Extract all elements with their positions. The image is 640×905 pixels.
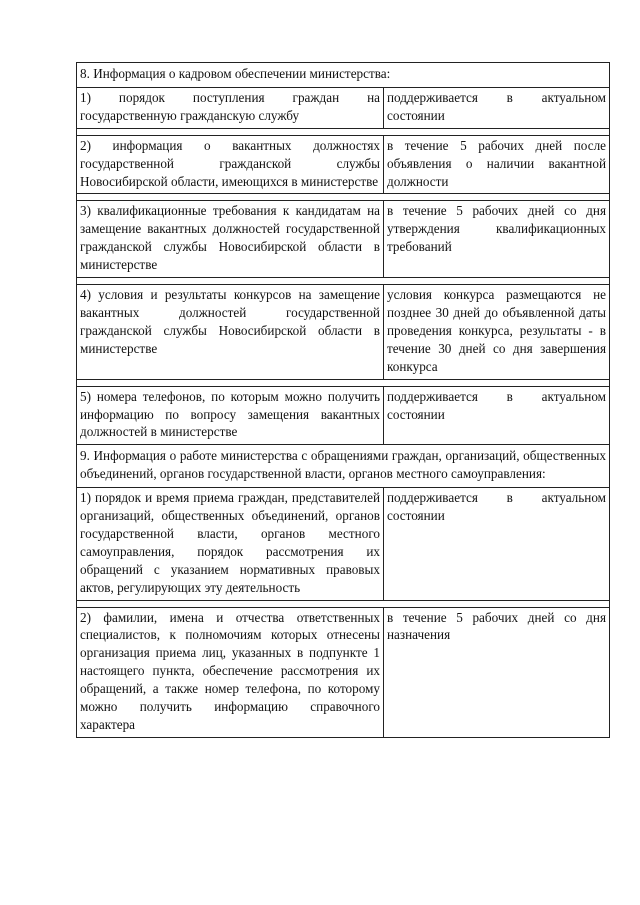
deadline-cell: в течение 5 рабочих дней со дня утверждения квалификационных требований (384, 201, 610, 278)
row-spacer (77, 278, 610, 285)
deadline-cell: поддерживается в актуальном состоянии (384, 386, 610, 445)
deadline-cell: в течение 5 рабочих дней после объявления о наличии вакантной должности (384, 135, 610, 194)
deadline-cell: условия конкурса размещаются не позднее 30 дней до объявленной даты проведения конкурса, результаты - в течение 30 дней со дня завершения конкурса (384, 285, 610, 380)
row-spacer (77, 600, 610, 607)
item-cell: 2) фамилии, имена и отчества ответственных специалистов, к полномочиям которых отнесены организация приема лиц, указанных в подпункте 1 настоящего пункта, обеспечение рассмотрения их обращений, а также номер телефона, по которому можно получить информацию справочного характера (77, 607, 384, 737)
item-cell: 4) условия и результаты конкурсов на замещение вакантных должностей государственной гражданской службы Новосибирской области в министерстве (77, 285, 384, 380)
item-cell: 3) квалификационные требования к кандидатам на замещение вакантных должностей государственной гражданской службы Новосибирской области в министерстве (77, 201, 384, 278)
section-8-heading: 8. Информация о кадровом обеспечении министерства: (77, 63, 610, 88)
table-row (77, 607, 610, 737)
deadline-cell: поддерживается в актуальном состоянии (384, 87, 610, 128)
table-row (77, 488, 610, 600)
table-row (77, 285, 610, 380)
deadline-cell: в течение 5 рабочих дней со дня назначения (384, 607, 610, 737)
table-row (77, 87, 610, 128)
item-cell: 5) номера телефонов, по которым можно получить информацию по вопросу замещения вакантных должностей в министерстве (77, 386, 384, 445)
item-cell: 1) порядок и время приема граждан, представителей организаций, общественных объединений, органов государственной власти, органов местного самоуправления, порядок рассмотрения их обращений с указанием нормативных правовых актов, регулирующих эту деятельность (77, 488, 384, 600)
item-cell: 1) порядок поступления граждан на государственную гражданскую службу (77, 87, 384, 128)
deadline-cell: поддерживается в актуальном состоянии (384, 488, 610, 600)
table-row (77, 201, 610, 278)
document-page (76, 62, 609, 738)
information-table (76, 62, 610, 738)
table-row (77, 386, 610, 445)
section-8-heading-row (77, 63, 610, 88)
row-spacer (77, 379, 610, 386)
section-9-heading-row (77, 445, 610, 488)
table-row (77, 135, 610, 194)
row-spacer (77, 194, 610, 201)
row-spacer (77, 128, 610, 135)
item-cell: 2) информация о вакантных должностях государственной гражданской службы Новосибирской области, имеющихся в министерстве (77, 135, 384, 194)
section-9-heading: 9. Информация о работе министерства с обращениями граждан, организаций, общественных объединений, органов государственной власти, органов местного самоуправления: (77, 445, 610, 488)
